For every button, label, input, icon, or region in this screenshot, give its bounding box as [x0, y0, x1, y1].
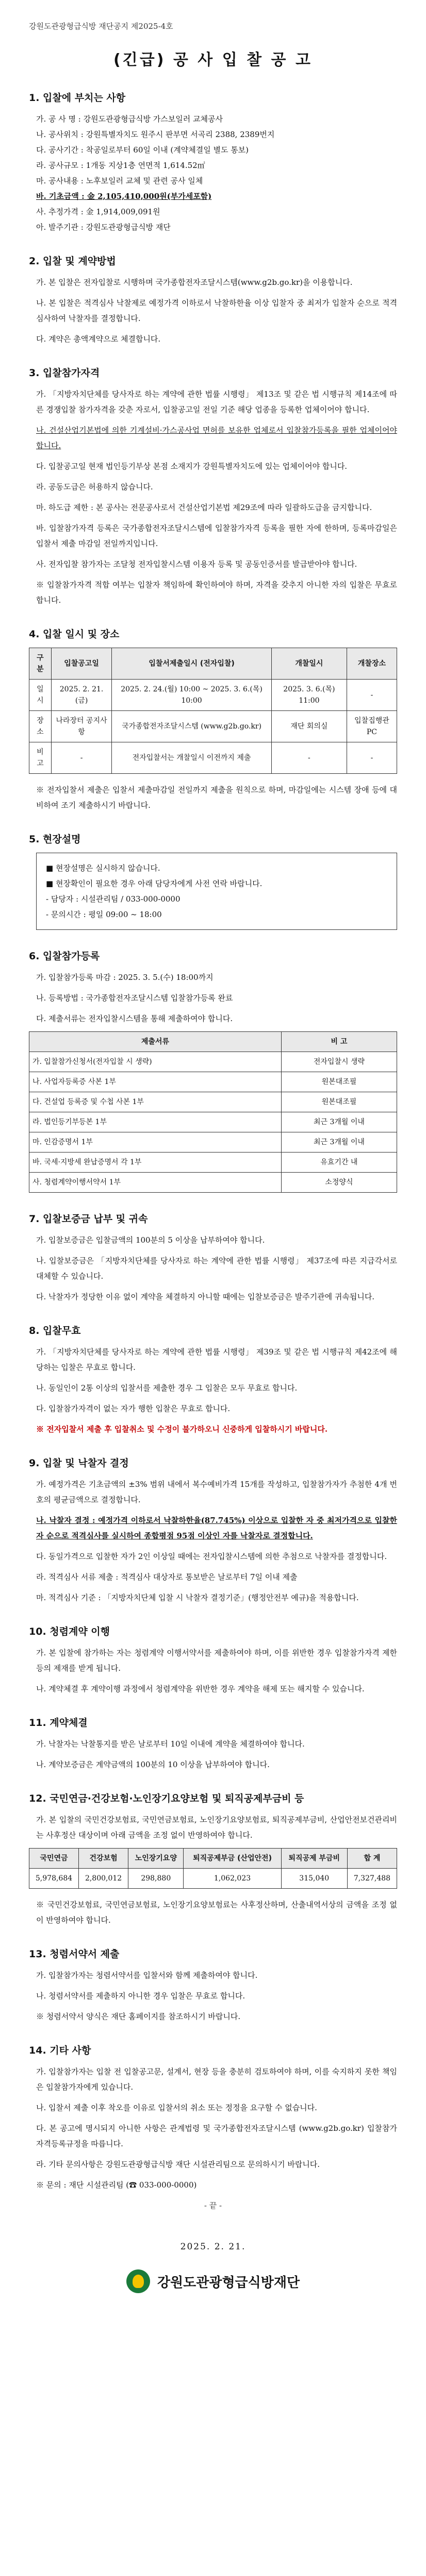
table-row	[29, 1153, 397, 1173]
paragraph: 가. 입찰참가자는 입찰 전 입찰공고문, 설계서, 현장 등을 충분히 검토하여야 하며, 이를 숙지하지 못한 책임은 입찰참가자에게 있습니다.	[36, 2067, 397, 2092]
table-cell: -	[51, 742, 111, 774]
paragraph: 라. 기타 문의사항은 강원도관광형급식방 재단 시설관리팀으로 문의하시기 바랍니다.	[36, 2160, 320, 2169]
section-5	[29, 832, 397, 930]
table-header: 퇴직공제 부금비	[281, 1849, 347, 1869]
table-cell: 최근 3개월 이내	[281, 1112, 397, 1132]
section-6	[29, 948, 397, 1193]
table-cell: 마. 인감증명서 1부	[29, 1132, 282, 1153]
table-cell: 나라장터 공지사항	[51, 711, 111, 742]
table-header: 건강보험	[79, 1849, 128, 1869]
section-3	[29, 365, 397, 608]
paragraph: 다. 입찰참가자격이 없는 자가 행한 입찰은 무효로 합니다.	[36, 1404, 231, 1413]
table-header: 개찰일시	[271, 648, 347, 680]
note: ※ 국민건강보험료, 국민연금보험료, 노인장기요양보험료는 사후정산하며, 산출내역서상의 금액을 조정 없이 반영하여야 합니다.	[36, 1900, 397, 1925]
table-row	[29, 1052, 397, 1072]
table-cell: 일 시	[29, 680, 52, 711]
box-line: - 담당자 : 시설관리팀 / 033-000-0000	[46, 894, 181, 904]
section-1	[29, 90, 397, 235]
paragraph: 다. 동일가격으로 입찰한 자가 2인 이상일 때에는 전자입찰시스템에 의한 추첨으로 낙찰자를 결정합니다.	[36, 1552, 387, 1561]
paragraph: 다. 입찰공고일 현재 법인등기부상 본점 소재지가 강원특별자치도에 있는 업체이어야 합니다.	[36, 462, 348, 471]
table-cell: 가. 입찰참가신청서(전자입찰 시 생략)	[29, 1052, 282, 1072]
paragraph: 나. 낙찰자 결정 : 예정가격 이하로서 낙찰하한율(87.745%) 이상으로 입찰한 자 중 최저가격으로 입찰한 자 순으로 적격심사를 실시하여 종합평점 95점 이상인 자를 낙찰자로 결정합니다.	[36, 1516, 397, 1540]
table-cell: 315,040	[281, 1869, 347, 1889]
section-title: 12. 국민연금·건강보험·노인장기요양보험 및 퇴직공제부금비 등	[29, 1793, 304, 1804]
list-item: 가. 공 사 명 : 강원도관광형급식방 가스보일러 교체공사	[36, 114, 223, 124]
table-cell: 사. 청렴계약이행서약서 1부	[29, 1173, 282, 1193]
table-header: 노인장기요양	[128, 1849, 184, 1869]
paragraph: 가. 입찰참가등록 마감 : 2025. 3. 5.(수) 18:00까지	[36, 973, 214, 982]
table-header-row	[29, 648, 397, 680]
table-row	[29, 1173, 397, 1193]
table-cell: 298,880	[128, 1869, 184, 1889]
note: ※ 청렴서약서 양식은 재단 홈페이지를 참조하시기 바랍니다.	[36, 2012, 241, 2021]
table-cell: 전자입찰시 생략	[281, 1052, 397, 1072]
paragraph: 가. 입찰보증금은 입찰금액의 100분의 5 이상을 납부하여야 합니다.	[36, 1235, 265, 1245]
end-mark: - 끝 -	[204, 2201, 222, 2210]
section-13	[29, 1946, 397, 2024]
section-9	[29, 1455, 397, 1605]
table-cell: 소정양식	[281, 1173, 397, 1193]
table-cell: 1,062,023	[184, 1869, 281, 1889]
table-cell: 비 고	[29, 742, 52, 774]
table-cell: -	[347, 680, 397, 711]
note: ※ 입찰참가자격 적합 여부는 입찰자 책임하에 확인하여야 하며, 자격을 갖추지 아니한 자의 입찰은 무효로 합니다.	[36, 580, 397, 605]
paragraph: 가. 입찰참가자는 청렴서약서를 입찰서와 함께 제출하여야 합니다.	[36, 1971, 258, 1980]
paragraph: 다. 계약은 총액계약으로 체결합니다.	[36, 334, 161, 344]
table-cell: 원본대조필	[281, 1072, 397, 1092]
paragraph: 다. 본 공고에 명시되지 아니한 사항은 관계법령 및 국가종합전자조달시스템 (www.g2b.go.kr) 입찰참가자격등록규정을 따릅니다.	[36, 2124, 397, 2148]
box-line: ■ 현장설명은 실시하지 않습니다.	[46, 863, 160, 873]
paragraph: 가. 예정가격은 기초금액의 ±3% 범위 내에서 복수예비가격 15개를 작성하고, 입찰참가자가 추첨한 4개 번호의 평균금액으로 결정합니다.	[36, 1480, 397, 1504]
table-cell: 나. 사업자등록증 사본 1부	[29, 1072, 282, 1092]
table-header: 입찰공고일	[51, 648, 111, 680]
paragraph: 가. 낙찰자는 낙찰통지를 받은 날로부터 10일 이내에 계약을 체결하여야 합니다.	[36, 1739, 305, 1749]
paragraph: 다. 낙찰자가 정당한 이유 없이 계약을 체결하지 아니할 때에는 입찰보증금은 발주기관에 귀속됩니다.	[36, 1292, 375, 1301]
table-header: 구 분	[29, 648, 52, 680]
section-4	[29, 626, 397, 813]
table-row	[29, 1072, 397, 1092]
table-row	[29, 680, 397, 711]
paragraph: 나. 건설산업기본법에 의한 기계설비·가스공사업 면허를 보유한 업체로서 입찰참가등록을 필한 업체이어야 합니다.	[36, 426, 397, 450]
table-cell: 5,978,684	[29, 1869, 79, 1889]
box-line: - 문의시간 : 평일 09:00 ~ 18:00	[46, 910, 162, 919]
note: ※ 전자입찰서 제출 후 입찰취소 및 수정이 불가하오니 신중하게 입찰하시기 바랍니다.	[36, 1425, 328, 1434]
section-title: 10. 청렴계약 이행	[29, 1626, 110, 1637]
paragraph: 마. 하도급 제한 : 본 공사는 전문공사로서 건설산업기본법 제29조에 따라 일괄하도급을 금지합니다.	[36, 503, 372, 512]
list-item: 마. 공사내용 : 노후보일러 교체 및 관련 공사 일체	[36, 176, 203, 185]
org-signature	[29, 2269, 397, 2293]
table-header: 퇴직공제부금 (산업안전)	[184, 1849, 281, 1869]
org-logo-icon	[126, 2269, 150, 2293]
section-title: 6. 입찰참가등록	[29, 951, 100, 962]
paragraph: 가. 「지방자치단체를 당사자로 하는 계약에 관한 법률 시행령」 제39조 및 같은 법 시행규칙 제42조에 해당하는 입찰은 무효로 합니다.	[36, 1347, 397, 1372]
notice-date: 2025. 2. 21.	[180, 2242, 246, 2252]
table-row	[29, 1132, 397, 1153]
paragraph: 나. 계약체결 후 계약이행 과정에서 청렴계약을 위반한 경우 계약을 해제 또는 해지할 수 있습니다.	[36, 1684, 365, 1693]
table-cell: 장 소	[29, 711, 52, 742]
contact-note: ※ 문의 : 재단 시설관리팀 (☎ 033-000-0000)	[36, 2180, 197, 2190]
schedule-table	[29, 648, 397, 774]
section-title: 13. 청렴서약서 제출	[29, 1948, 120, 1960]
note: ※ 전자입찰서 제출은 입찰서 제출마감일 전일까지 제출을 원칙으로 하며, 마감일에는 시스템 장애 등에 대비하여 조기 제출하시기 바랍니다.	[36, 785, 397, 810]
box-line: ■ 현장확인이 필요한 경우 아래 담당자에게 사전 연락 바랍니다.	[46, 879, 263, 888]
paragraph: 나. 동일인이 2통 이상의 입찰서를 제출한 경우 그 입찰은 모두 무효로 합니다.	[36, 1383, 298, 1393]
org-name: 강원도관광형급식방재단	[157, 2275, 300, 2291]
paragraph: 바. 입찰참가자격 등록은 국가종합전자조달시스템에 입찰참가자격 등록을 필한 자에 한하며, 등록마감일은 입찰서 제출 마감일 전일까지입니다.	[36, 523, 397, 548]
table-cell: 국가종합전자조달시스템 (www.g2b.go.kr)	[112, 711, 272, 742]
paragraph: 나. 청렴서약서를 제출하지 아니한 경우 입찰은 무효로 합니다.	[36, 1991, 245, 2001]
list-item: 다. 공사기간 : 착공일로부터 60일 이내 (계약체결일 별도 통보)	[36, 145, 249, 155]
table-cell: -	[347, 742, 397, 774]
table-header: 합 계	[347, 1849, 397, 1869]
section-14	[29, 2043, 397, 2211]
section-title: 8. 입찰무효	[29, 1325, 81, 1336]
list-item: 바. 기초금액 : 金 2,105,410,000원(부가세포함)	[36, 192, 212, 201]
table-header-row	[29, 1032, 397, 1052]
table-cell: 2025. 2. 21.(금)	[51, 680, 111, 711]
section-title: 1. 입찰에 부치는 사항	[29, 92, 126, 104]
section-title: 9. 입찰 및 낙찰자 결정	[29, 1458, 129, 1469]
section-title: 11. 계약체결	[29, 1717, 88, 1728]
table-header: 제출서류	[29, 1032, 282, 1052]
section-title: 5. 현장설명	[29, 834, 81, 845]
table-cell: 최근 3개월 이내	[281, 1132, 397, 1153]
table-cell: 전자입찰서는 개찰일시 이전까지 제출	[112, 742, 272, 774]
paragraph: 나. 입찰서 제출 이후 착오를 이유로 입찰서의 취소 또는 정정을 요구할 수 없습니다.	[36, 2103, 317, 2112]
paragraph: 가. 본 입찰에 참가하는 자는 청렴계약 이행서약서를 제출하여야 하며, 이를 위반한 경우 입찰참가자격 제한 등의 제재를 받게 됩니다.	[36, 1648, 397, 1673]
table-cell: 원본대조필	[281, 1092, 397, 1112]
notice-number: 강원도관광형급식방 재단공지 제2025-4호	[29, 22, 173, 31]
insurance-table	[29, 1848, 397, 1889]
page-title: (긴급) 공 사 입 찰 공 고	[113, 51, 313, 69]
table-header: 개찰장소	[347, 648, 397, 680]
section-7	[29, 1211, 397, 1304]
table-cell: 재단 회의실	[271, 711, 347, 742]
paragraph: 가. 본 입찰의 국민건강보험료, 국민연금보험료, 노인장기요양보험료, 퇴직공제부금비, 산업안전보건관리비는 사후정산 대상이며 아래 금액을 조정 없이 반영하여야 합니다.	[36, 1815, 397, 1840]
section-title: 14. 기타 사항	[29, 2045, 91, 2056]
table-row	[29, 1869, 397, 1889]
table-cell: 2025. 2. 24.(월) 10:00 ~ 2025. 3. 6.(목) 10:00	[112, 680, 272, 711]
table-cell: 7,327,488	[347, 1869, 397, 1889]
paragraph: 나. 계약보증금은 계약금액의 100분의 10 이상을 납부하여야 합니다.	[36, 1760, 270, 1769]
paragraph: 사. 전자입찰 참가자는 조달청 전자입찰시스템 이용자 등록 및 공동인증서를 발급받아야 합니다.	[36, 560, 357, 569]
table-row	[29, 1112, 397, 1132]
paragraph: 마. 적격심사 기준 : 「지방자치단체 입찰 시 낙찰자 결정기준」(행정안전부 예규)을 적용합니다.	[36, 1593, 359, 1602]
list-item: 사. 추정가격 : 金 1,914,009,091원	[36, 207, 160, 216]
list-item: 라. 공사규모 : 1개동 지상1층 연면적 1,614.52㎡	[36, 161, 205, 170]
table-header: 국민연금	[29, 1849, 79, 1869]
section-2	[29, 253, 397, 347]
list-item: 나. 공사위치 : 강원특별자치도 원주시 판부면 서곡리 2388, 2389번지	[36, 130, 275, 139]
paragraph: 나. 본 입찰은 적격심사 낙찰제로 예정가격 이하로서 낙찰하한율 이상 입찰자 중 최저가 입찰자 순으로 적격심사하여 낙찰자를 결정합니다.	[36, 298, 397, 323]
section-12	[29, 1791, 397, 1928]
section-title: 4. 입찰 일시 및 장소	[29, 629, 120, 640]
table-cell: -	[271, 742, 347, 774]
documents-table	[29, 1031, 397, 1193]
table-header-row	[29, 1849, 397, 1869]
table-cell: 2025. 3. 6.(목) 11:00	[271, 680, 347, 711]
paragraph: 라. 공동도급은 허용하지 않습니다.	[36, 482, 153, 492]
section-11	[29, 1715, 397, 1772]
table-row	[29, 742, 397, 774]
info-box	[36, 853, 397, 930]
paragraph: 라. 적격심사 서류 제출 : 적격심사 대상자로 통보받은 날로부터 7일 이내 제출	[36, 1572, 298, 1582]
section-10	[29, 1624, 397, 1697]
table-cell: 유효기간 내	[281, 1153, 397, 1173]
paragraph: 나. 등록방법 : 국가종합전자조달시스템 입찰참가등록 완료	[36, 993, 233, 1003]
table-cell: 다. 건설업 등록증 및 수첩 사본 1부	[29, 1092, 282, 1112]
paragraph: 다. 제출서류는 전자입찰시스템을 통해 제출하여야 합니다.	[36, 1014, 233, 1023]
table-cell: 2,800,012	[79, 1869, 128, 1889]
table-row	[29, 1092, 397, 1112]
table-header: 입찰서제출일시 (전자입찰)	[112, 648, 272, 680]
section-title: 3. 입찰참가자격	[29, 367, 100, 379]
paragraph: 가. 「지방자치단체를 당사자로 하는 계약에 관한 법률 시행령」 제13조 및 같은 법 시행규칙 제14조에 따른 경쟁입찰 참가자격을 갖춘 자로서, 입찰공고일 전일 기준 해당 업종을 등록한 업체이어야 합니다.	[36, 389, 397, 414]
table-cell: 라. 법인등기부등본 1부	[29, 1112, 282, 1132]
table-cell: 바. 국세·지방세 완납증명서 각 1부	[29, 1153, 282, 1173]
section-8	[29, 1323, 397, 1437]
table-row	[29, 711, 397, 742]
table-cell: 입찰집행관 PC	[347, 711, 397, 742]
section-title: 7. 입찰보증금 납부 및 귀속	[29, 1213, 148, 1225]
paragraph: 가. 본 입찰은 전자입찰로 시행하며 국가종합전자조달시스템(www.g2b.go.kr)을 이용합니다.	[36, 278, 353, 287]
paragraph: 나. 입찰보증금은 「지방자치단체를 당사자로 하는 계약에 관한 법률 시행령」 제37조에 따른 지급각서로 대체할 수 있습니다.	[36, 1256, 397, 1281]
list-item: 아. 발주기관 : 강원도관광형급식방 재단	[36, 223, 171, 232]
table-header: 비 고	[281, 1032, 397, 1052]
section-title: 2. 입찰 및 계약방법	[29, 256, 116, 267]
